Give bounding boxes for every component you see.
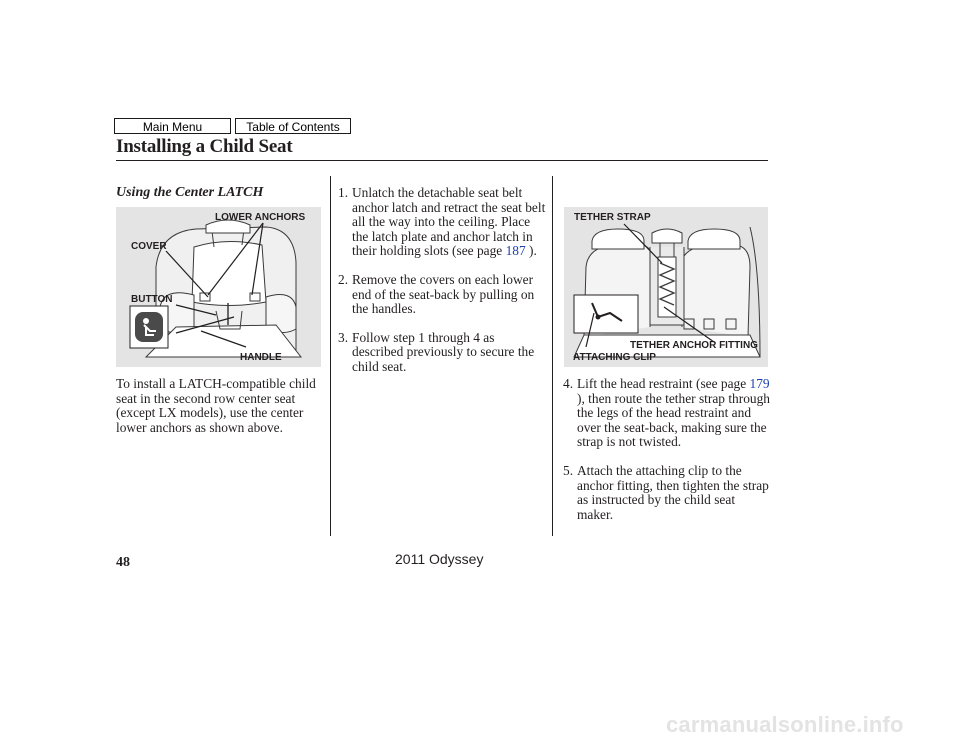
button-label: BUTTON: [131, 294, 173, 305]
attaching-clip-label: ATTACHING CLIP: [573, 352, 656, 363]
step-text: Attach the attaching clip to the anchor fitting, then tighten the strap as instructed by the child seat maker.: [577, 462, 769, 522]
step-number: 2.: [338, 271, 349, 287]
step-1: [338, 186, 548, 259]
step-text-end: ).: [525, 243, 537, 259]
step-list-middle: [338, 186, 548, 375]
step-text: Lift the head restraint (see page: [577, 376, 750, 391]
center-latch-paragraph: To install a LATCH-compatible child seat in the second row center seat (except LX models), use the center lower anchors as shown above.: [116, 376, 316, 435]
step-number: 3.: [338, 329, 349, 345]
step-text: Follow step 1 through 4 as described previously to secure the child seat.: [352, 329, 535, 374]
step-2: [338, 273, 548, 317]
step-4: [563, 377, 773, 450]
tether-strap-figure: [564, 207, 768, 367]
step-number: 5.: [563, 462, 574, 478]
title-divider: [116, 160, 768, 161]
step-number: 4.: [563, 376, 574, 391]
cover-label: COVER: [131, 241, 167, 252]
column-divider-right: [552, 176, 553, 536]
center-latch-figure: [116, 207, 321, 367]
button-inset: [130, 306, 168, 348]
page-title: Installing a Child Seat: [116, 136, 293, 157]
column-divider-left: [330, 176, 331, 536]
handle-label: HANDLE: [240, 352, 282, 363]
tether-strap-label: TETHER STRAP: [574, 212, 651, 223]
step-text: Remove the covers on each lower end of the seat-back by pulling on the handles.: [352, 271, 535, 317]
page-187-link[interactable]: 187: [505, 243, 526, 259]
step-number: 1.: [338, 185, 349, 200]
main-menu-button[interactable]: Main Menu: [114, 118, 231, 134]
step-list-right: [563, 377, 773, 522]
step-3: [338, 331, 548, 375]
step-text-end: ), then route the tether strap through the legs of the head restraint and over the seat-back, making sure the strap is not twisted.: [577, 390, 770, 450]
step-5: [563, 464, 773, 522]
tether-anchor-fitting-label: TETHER ANCHOR FITTING: [630, 340, 758, 351]
step-text: Unlatch the detachable seat belt anchor latch and retract the seat belt all the way into the ceiling. Place the latch plate and anchor latch in their holding slots (see page: [352, 185, 546, 259]
site-watermark: carmanualsonline.info: [666, 712, 904, 737]
page-179-link[interactable]: 179: [749, 376, 770, 391]
page-number: 48: [116, 555, 130, 570]
model-footer: 2011 Odyssey: [395, 551, 484, 567]
center-seat-illustration: [116, 207, 321, 367]
section-subheading: Using the Center LATCH: [116, 185, 264, 200]
lower-anchors-label: LOWER ANCHORS: [215, 212, 306, 223]
clip-inset: [574, 295, 638, 333]
table-of-contents-button[interactable]: Table of Contents: [235, 118, 351, 134]
